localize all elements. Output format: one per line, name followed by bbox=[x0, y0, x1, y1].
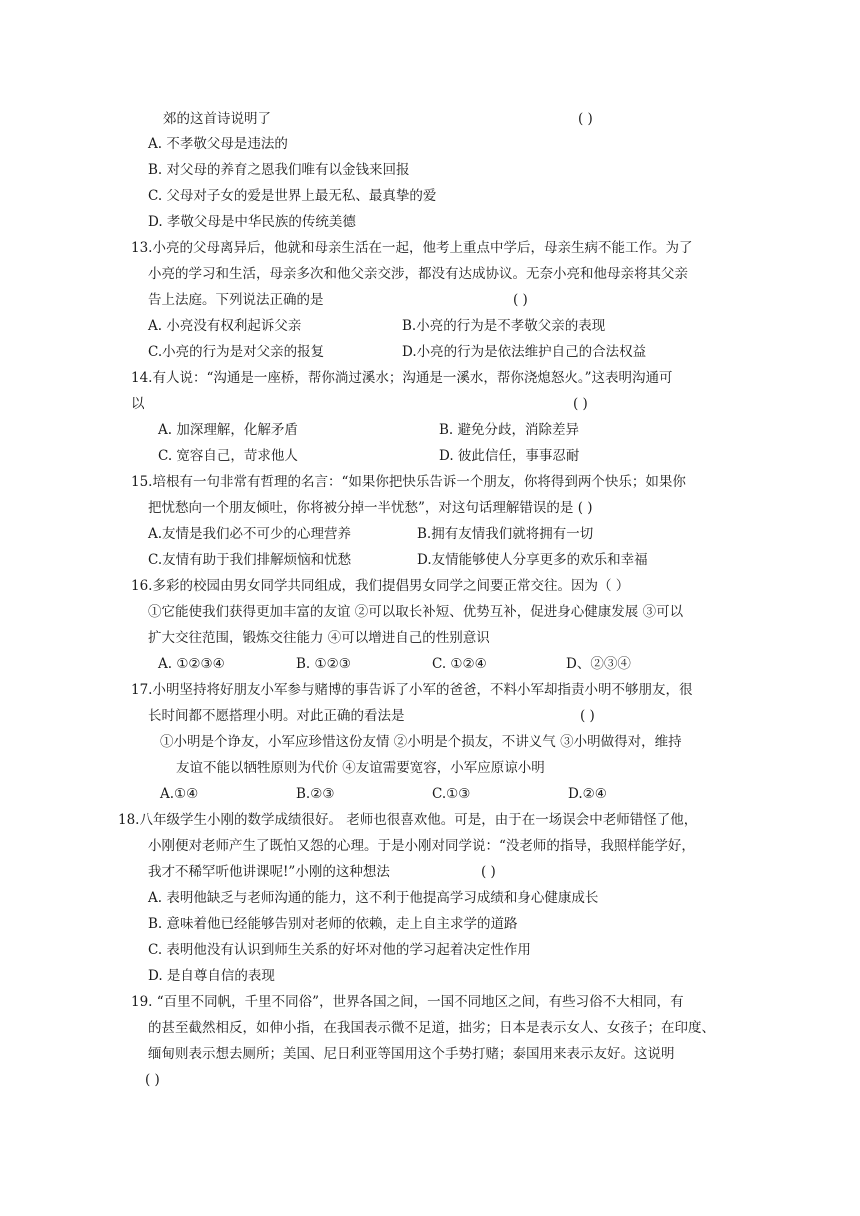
text-line: C.友情有助于我们排解烦恼和忧愁 bbox=[148, 552, 352, 568]
text-line: B. ①②③ bbox=[296, 656, 351, 672]
text-line: A. 表明他缺乏与老师沟通的能力，这不利于他提高学习成绩和身心健康成长 bbox=[148, 890, 599, 906]
text-line: B.拥有友情我们就将拥有一切 bbox=[417, 526, 594, 542]
text-line: 郊的这首诗说明了 bbox=[163, 111, 271, 127]
text-line: A.友情是我们必不可少的心理营养 bbox=[148, 526, 352, 542]
text-line: 小亮的学习和生活，母亲多次和他父亲交涉，都没有达成协议。无奈小亮和他母亲将其父亲 bbox=[148, 266, 688, 282]
text-line: D.友情能够使人分享更多的欢乐和幸福 bbox=[417, 552, 648, 568]
text-line: B. 意味着他已经能够告别对老师的依赖，走上自主求学的道路 bbox=[148, 916, 518, 932]
text-line: ( ) bbox=[578, 111, 593, 127]
text-line: B.小亮的行为是不孝敬父亲的表现 bbox=[402, 318, 606, 334]
text-line: C. ①②④ bbox=[432, 656, 487, 672]
text-line: D. 孝敬父母是中华民族的传统美德 bbox=[148, 214, 356, 230]
text-line: D.②④ bbox=[568, 786, 607, 802]
text-line: 长时间都不愿搭理小明。对此正确的看法是 bbox=[148, 708, 405, 724]
text-line: 告上法庭。下列说法正确的是 bbox=[148, 292, 324, 308]
text-line: 15.培根有一句非常有哲理的名言：“如果你把快乐告诉一个朋友，你将得到两个快乐；如果你 bbox=[131, 474, 686, 490]
text-line: ( ) bbox=[513, 292, 528, 308]
text-line: A. 不孝敬父母是违法的 bbox=[148, 136, 288, 152]
text-line: D、②③④ bbox=[566, 656, 631, 672]
text-line: A. ①②③④ bbox=[158, 656, 225, 672]
text-line: 缅甸则表示想去厕所；美国、尼日利亚等国用这个手势打赌；泰国用来表示友好。这说明 bbox=[148, 1046, 675, 1062]
text-line: ( ) bbox=[481, 864, 496, 880]
text-line: ( ) bbox=[145, 1072, 160, 1088]
text-line: 的甚至截然相反，如伸小指，在我国表示微不足道，拙劣；日本是表示女人、女孩子；在印度、 bbox=[148, 1020, 715, 1036]
text-line: C.小亮的行为是对父亲的报复 bbox=[148, 344, 325, 360]
text-line: 扩大交往范围，锻炼交往能力 ④可以增进自己的性别意识 bbox=[148, 630, 490, 646]
text-line: B. 避免分歧，消除差异 bbox=[439, 422, 580, 438]
text-line: ①它能使我们获得更加丰富的友谊 ②可以取长补短、优势互补，促进身心健康发展 ③可以 bbox=[148, 604, 684, 620]
text-line: 13.小亮的父母离异后，他就和母亲生活在一起，他考上重点中学后，母亲生病不能工作。为了 bbox=[131, 240, 693, 256]
text-line: ( ) bbox=[573, 396, 588, 412]
text-line: A. 加深理解，化解矛盾 bbox=[158, 422, 298, 438]
text-line: D. 是自尊自信的表现 bbox=[148, 968, 275, 984]
text-line: 把忧愁向一个朋友倾吐，你将被分掉一半忧愁”，对这句话理解错误的是 ( ) bbox=[148, 500, 593, 516]
text-line: 14.有人说：“沟通是一座桥，帮你淌过溪水；沟通是一溪水，帮你浇熄怒火。”这表明沟通可 bbox=[131, 370, 673, 386]
text-line: D. 彼此信任，事事忍耐 bbox=[439, 448, 580, 464]
text-line: 我才不稀罕听他讲课呢!”小刚的这种想法 bbox=[148, 864, 390, 880]
text-line: C. 表明他没有认识到师生关系的好坏对他的学习起着决定性作用 bbox=[148, 942, 531, 958]
text-line: B. 对父母的养育之恩我们唯有以金钱来回报 bbox=[148, 162, 410, 178]
text-line: C. 父母对子女的爱是世界上最无私、最真挚的爱 bbox=[148, 188, 437, 204]
text-line: A.①④ bbox=[160, 786, 199, 802]
text-line: 19. “百里不同帆，千里不同俗”，世界各国之间，一国不同地区之间，有些习俗不大相同，有 bbox=[131, 994, 684, 1010]
text-line: ①小明是个诤友，小军应珍惜这份友情 ②小明是个损友，不讲义气 ③小明做得对，维持 bbox=[160, 734, 682, 750]
text-line: D.小亮的行为是依法维护自己的合法权益 bbox=[402, 344, 647, 360]
text-line: A. 小亮没有权利起诉父亲 bbox=[148, 318, 302, 334]
text-line: C.①③ bbox=[432, 786, 471, 802]
text-line: 18.八年级学生小刚的数学成绩很好。 老师也很喜欢他。可是，由于在一场误会中老师错怪了他， bbox=[118, 812, 698, 828]
text-line: 友谊不能以牺牲原则为代价 ④友谊需要宽容，小军应原谅小明 bbox=[176, 760, 545, 776]
text-line: 16.多彩的校园由男女同学共同组成，我们提倡男女同学之间要正常交往。因为（ ） bbox=[131, 578, 630, 594]
text-line: C. 宽容自己，苛求他人 bbox=[158, 448, 298, 464]
text-line: 小刚便对老师产生了既怕又怨的心理。于是小刚对同学说：“没老师的指导，我照样能学好， bbox=[148, 838, 695, 854]
text-line: B.②③ bbox=[296, 786, 335, 802]
text-line: 以 bbox=[131, 396, 145, 412]
text-line: ( ) bbox=[580, 708, 595, 724]
text-line: 17.小明坚持将好朋友小军参与赌博的事告诉了小军的爸爸，不料小军却指责小明不够朋友，很 bbox=[131, 682, 693, 698]
